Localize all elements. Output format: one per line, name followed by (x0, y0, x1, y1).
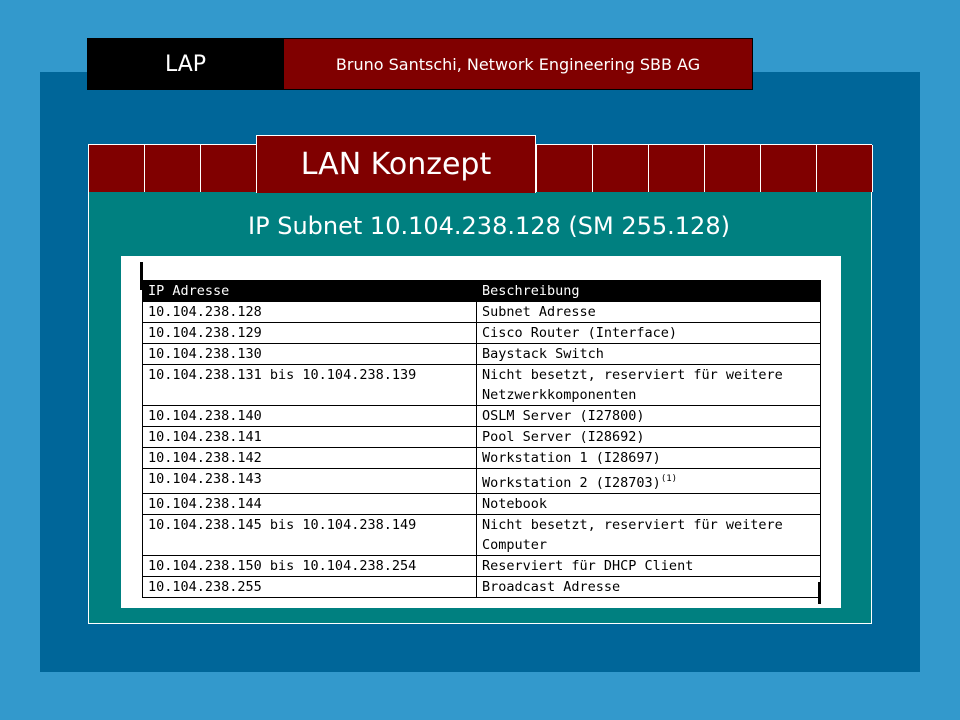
tab-cell[interactable] (145, 145, 201, 192)
table-card (121, 256, 841, 608)
footnote-marker: (1) (660, 474, 678, 484)
tab-cell[interactable] (201, 145, 257, 192)
tab-cell[interactable] (817, 145, 873, 192)
column-header-description: Beschreibung (477, 281, 821, 302)
content-panel (88, 192, 872, 624)
description-cell: Subnet Adresse (477, 302, 821, 323)
table-row (143, 469, 821, 494)
tab-cell[interactable] (537, 145, 593, 192)
ip-cell: 10.104.238.128 (143, 302, 477, 323)
ip-cell: 10.104.238.131 bis 10.104.238.139 (143, 365, 477, 406)
description-cell: Reserviert für DHCP Client (477, 556, 821, 577)
description-cell: Baystack Switch (477, 344, 821, 365)
table-row (143, 302, 821, 323)
description-cell: OSLM Server (I27800) (477, 406, 821, 427)
table-row (143, 577, 821, 598)
ip-cell: 10.104.238.141 (143, 427, 477, 448)
description-text: Workstation 2 (I28703) (482, 475, 661, 491)
description-cell: Nicht besetzt, reserviert für weitere Computer (477, 515, 821, 556)
table-row (143, 344, 821, 365)
tab-lan-konzept[interactable]: LAN Konzept (256, 135, 536, 193)
header-title: LAP (88, 39, 283, 89)
ip-address-table (142, 280, 821, 598)
table-row (143, 556, 821, 577)
subnet-title: IP Subnet 10.104.238.128 (SM 255.128) (248, 212, 730, 240)
ip-cell: 10.104.238.150 bis 10.104.238.254 (143, 556, 477, 577)
description-cell: Pool Server (I28692) (477, 427, 821, 448)
description-cell: Nicht besetzt, reserviert für weitere Netzwerkkomponenten (477, 365, 821, 406)
ip-cell: 10.104.238.129 (143, 323, 477, 344)
table-row (143, 515, 821, 556)
table-row (143, 323, 821, 344)
column-header-ip: IP Adresse (143, 281, 477, 302)
tab-cell[interactable] (89, 145, 145, 192)
table-row (143, 406, 821, 427)
tab-cell[interactable] (761, 145, 817, 192)
ip-cell: 10.104.238.144 (143, 494, 477, 515)
table-row (143, 494, 821, 515)
ip-cell: 10.104.238.130 (143, 344, 477, 365)
ip-cell: 10.104.238.143 (143, 469, 477, 494)
ip-cell: 10.104.238.145 bis 10.104.238.149 (143, 515, 477, 556)
table-header-row (143, 281, 821, 302)
ip-cell: 10.104.238.255 (143, 577, 477, 598)
header-author: Bruno Santschi, Network Engineering SBB AG (283, 39, 752, 89)
description-cell: Cisco Router (Interface) (477, 323, 821, 344)
description-cell: Broadcast Adresse (477, 577, 821, 598)
header-bar (87, 38, 753, 90)
ip-cell: 10.104.238.142 (143, 448, 477, 469)
ip-cell: 10.104.238.140 (143, 406, 477, 427)
tab-cell[interactable] (705, 145, 761, 192)
table-row (143, 365, 821, 406)
tab-cell[interactable] (593, 145, 649, 192)
description-cell: Notebook (477, 494, 821, 515)
table-row (143, 427, 821, 448)
description-cell: Workstation 1 (I28697) (477, 448, 821, 469)
tab-cell[interactable] (649, 145, 705, 192)
description-cell (477, 469, 821, 494)
table-row (143, 448, 821, 469)
